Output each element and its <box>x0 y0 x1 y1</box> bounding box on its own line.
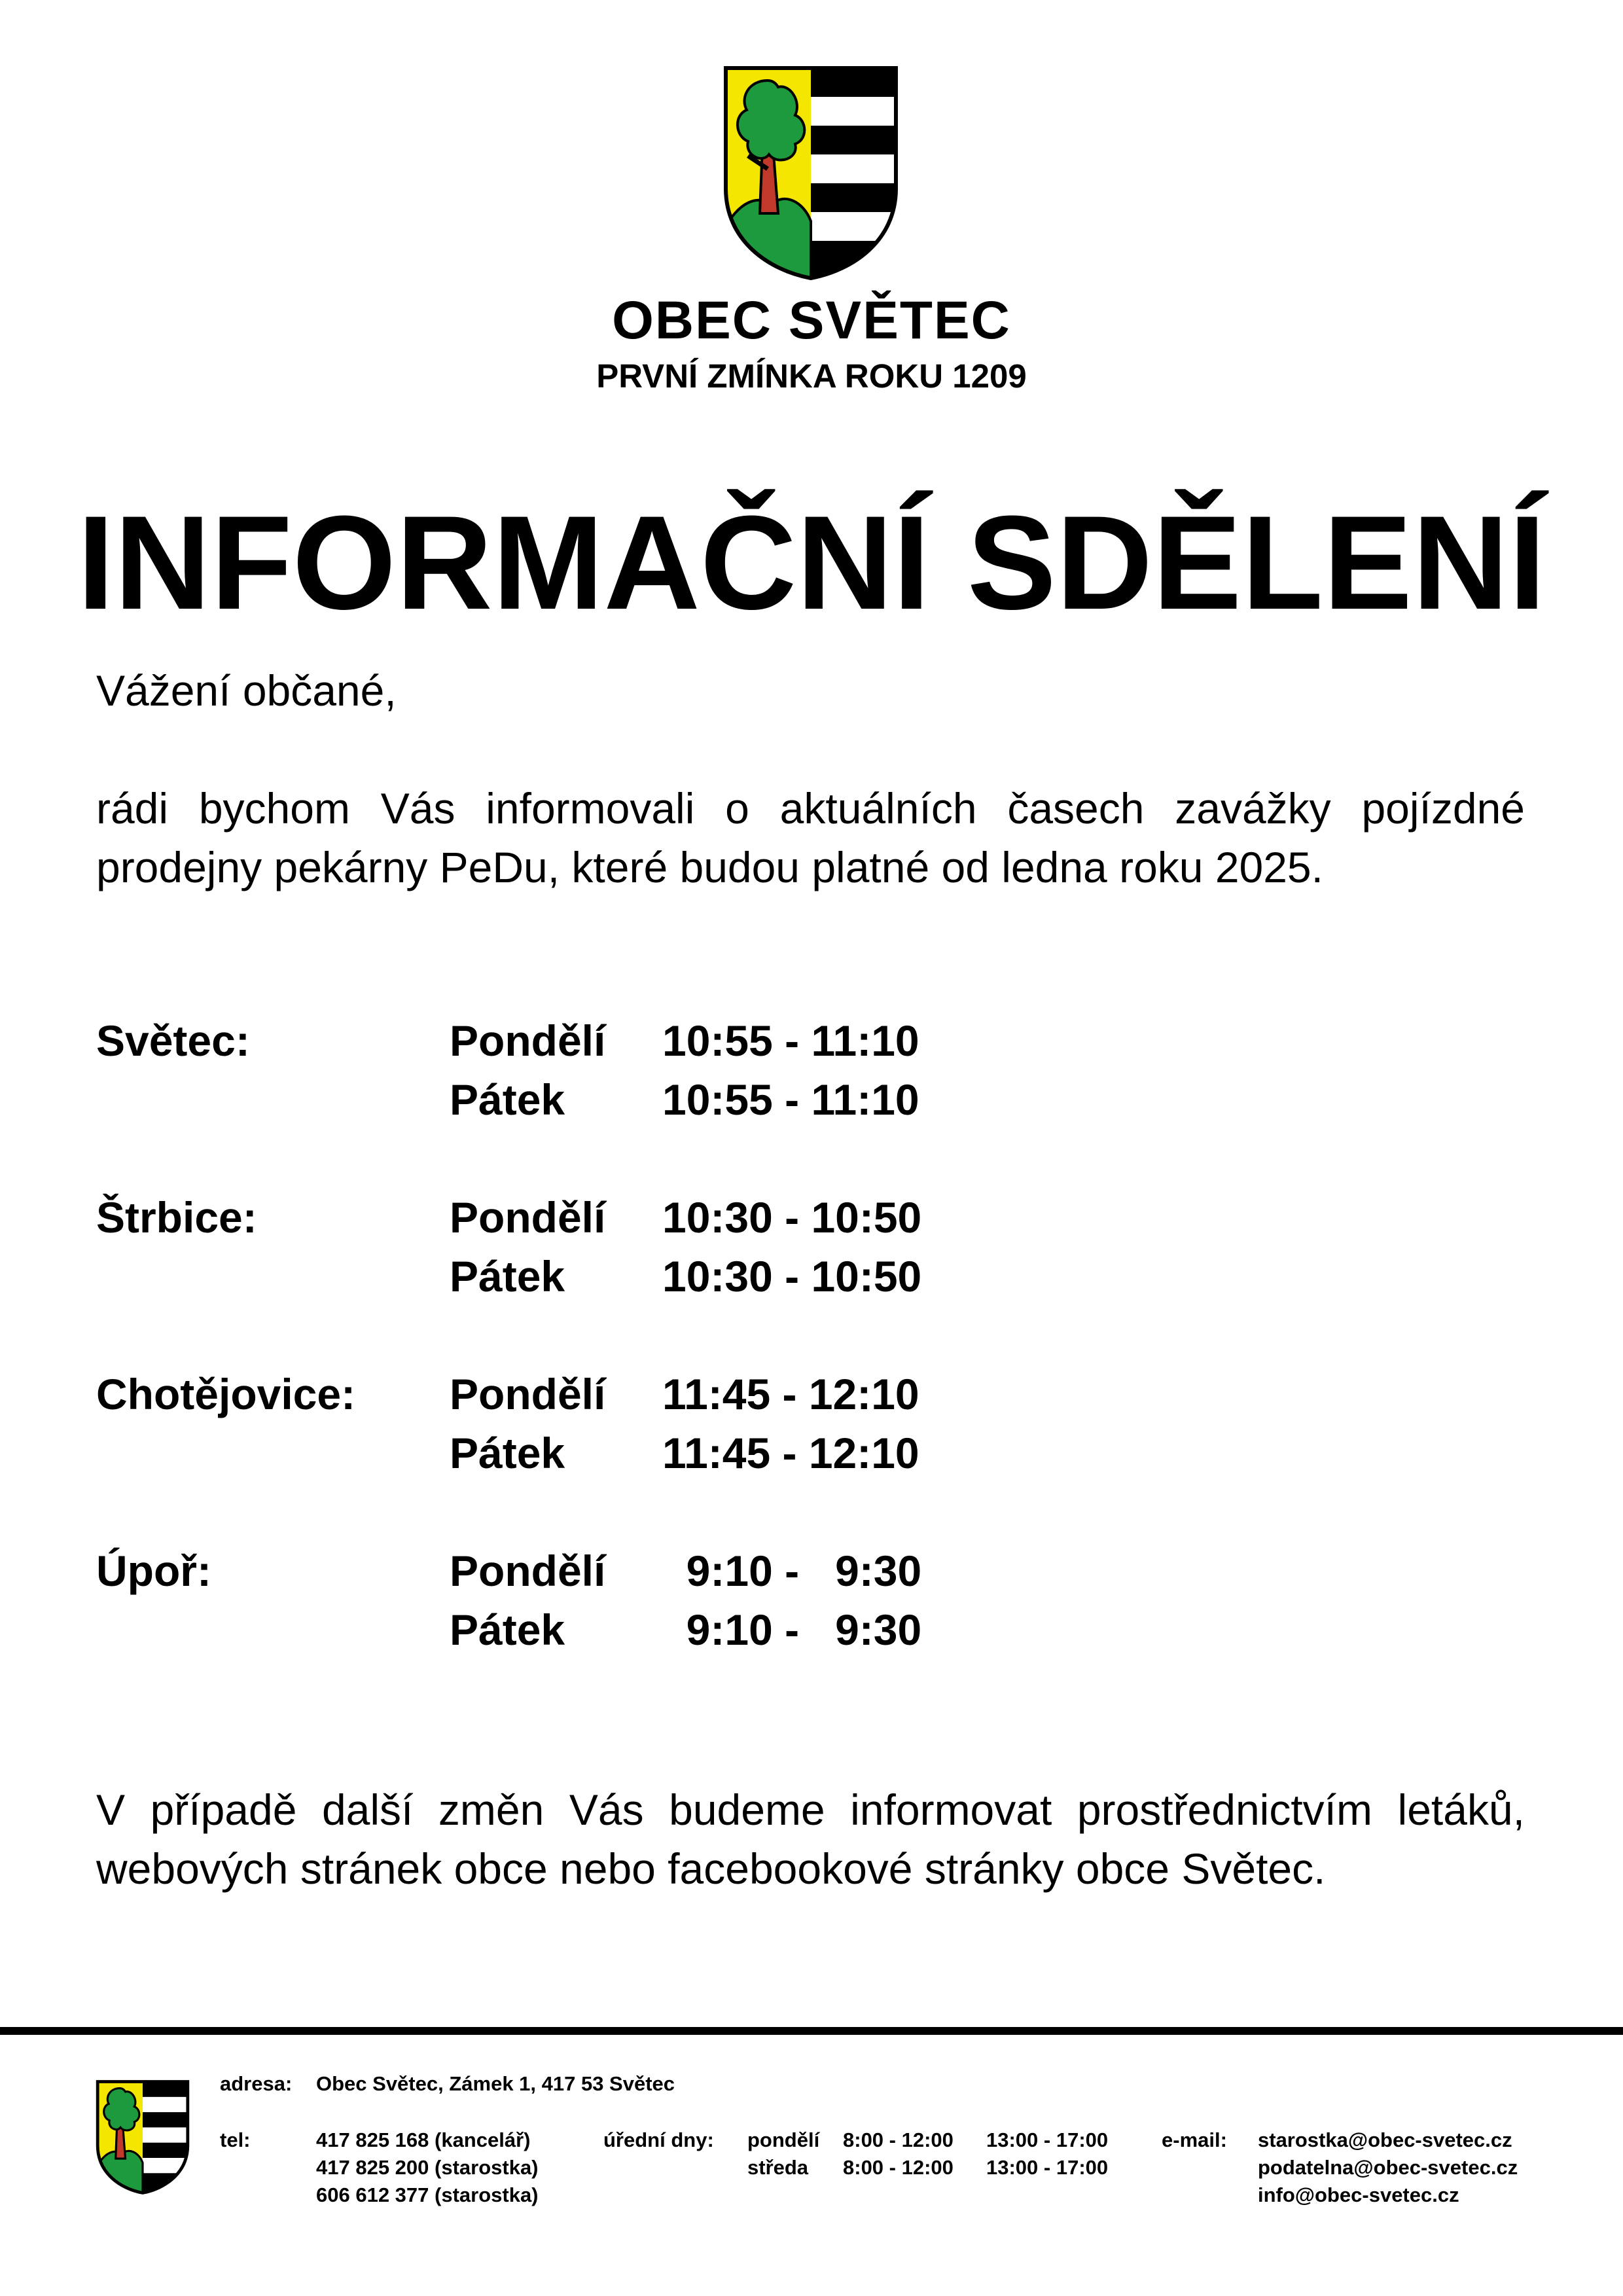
address-text: Obec Světec, Zámek 1, 417 53 Světec <box>316 2072 675 2095</box>
phone-mayor-mobile: 606 612 377 (starostka) <box>316 2183 539 2206</box>
office-afternoon: 13:00 - 17:00 <box>986 2156 1109 2179</box>
office-afternoon: 13:00 - 17:00 <box>986 2128 1109 2151</box>
schedule-row <box>96 1424 1012 1482</box>
schedule-row <box>96 1600 1012 1659</box>
schedule-block-chotejovice <box>96 1365 1012 1482</box>
schedule-row <box>96 1247 1012 1306</box>
email-label: e-mail: <box>1162 2128 1227 2151</box>
schedule-row <box>96 1188 1012 1247</box>
schedule-block-svetec <box>96 1011 1012 1129</box>
place-name: Štrbice: <box>96 1193 257 1242</box>
office-day: pondělí <box>747 2128 820 2151</box>
intro-paragraph: rádi bychom Vás informovali o aktuálních časech zavážky pojízdné prodejny pekárny PeDu, které budou platné od ledna roku 2025. <box>96 784 1525 891</box>
office-morning: 8:00 - 12:00 <box>843 2128 954 2151</box>
time-range: 10:30 - 10:50 <box>662 1252 922 1300</box>
time-range: 10:30 - 10:50 <box>662 1193 922 1242</box>
office-morning: 8:00 - 12:00 <box>843 2156 954 2179</box>
schedule-row <box>96 1541 1012 1600</box>
page-title: INFORMAČNÍ SDĚLENÍ <box>77 488 1546 637</box>
schedule-row <box>96 1011 1012 1070</box>
place-name: Světec: <box>96 1016 250 1065</box>
email-registry-link[interactable]: podatelna@obec-svetec.cz <box>1258 2156 1518 2179</box>
schedule-block-upor <box>96 1541 1012 1659</box>
email-info-link[interactable]: info@obec-svetec.cz <box>1258 2183 1459 2206</box>
coat-of-arms-small-logo <box>96 2079 190 2195</box>
time-range: 10:55 - 11:10 <box>662 1016 919 1065</box>
municipality-title: OBEC SVĚTEC <box>612 291 1011 350</box>
office-day: středa <box>747 2156 809 2179</box>
office-hours-label: úřední dny: <box>603 2128 714 2151</box>
time-range: 9:10 - 9:30 <box>662 1547 922 1595</box>
closing-paragraph: V případě další změn Vás budeme informovat prostřednictvím letáků, webových stránek obce nebo facebookové stránky obce Světec. <box>96 1785 1525 1893</box>
phone-office: 417 825 168 (kancelář) <box>316 2128 531 2151</box>
email-mayor-link[interactable]: starostka@obec-svetec.cz <box>1258 2128 1512 2151</box>
footer-divider <box>0 2027 1623 2035</box>
time-range: 9:10 - 9:30 <box>662 1605 922 1654</box>
tel-label: tel: <box>220 2128 251 2151</box>
day-name: Pátek <box>450 1605 565 1654</box>
address-label: adresa: <box>220 2072 293 2095</box>
schedule-row <box>96 1365 1012 1424</box>
coat-of-arms-logo <box>722 64 900 282</box>
day-name: Pondělí <box>450 1016 606 1065</box>
day-name: Pátek <box>450 1252 565 1300</box>
schedule-table <box>96 1011 1012 1718</box>
day-name: Pátek <box>450 1075 565 1124</box>
place-name: Chotějovice: <box>96 1370 356 1418</box>
day-name: Pondělí <box>450 1547 606 1595</box>
place-name: Úpoř: <box>96 1547 211 1595</box>
day-name: Pátek <box>450 1429 565 1477</box>
time-range: 11:45 - 12:10 <box>662 1370 919 1418</box>
greeting: Vážení občané, <box>96 666 397 715</box>
municipality-subtitle: PRVNÍ ZMÍNKA ROKU 1209 <box>596 357 1027 395</box>
time-range: 11:45 - 12:10 <box>662 1429 919 1477</box>
phone-mayor: 417 825 200 (starostka) <box>316 2156 539 2179</box>
time-range: 10:55 - 11:10 <box>662 1075 919 1124</box>
day-name: Pondělí <box>450 1193 606 1242</box>
day-name: Pondělí <box>450 1370 606 1418</box>
schedule-block-strbice <box>96 1188 1012 1306</box>
schedule-row <box>96 1070 1012 1129</box>
